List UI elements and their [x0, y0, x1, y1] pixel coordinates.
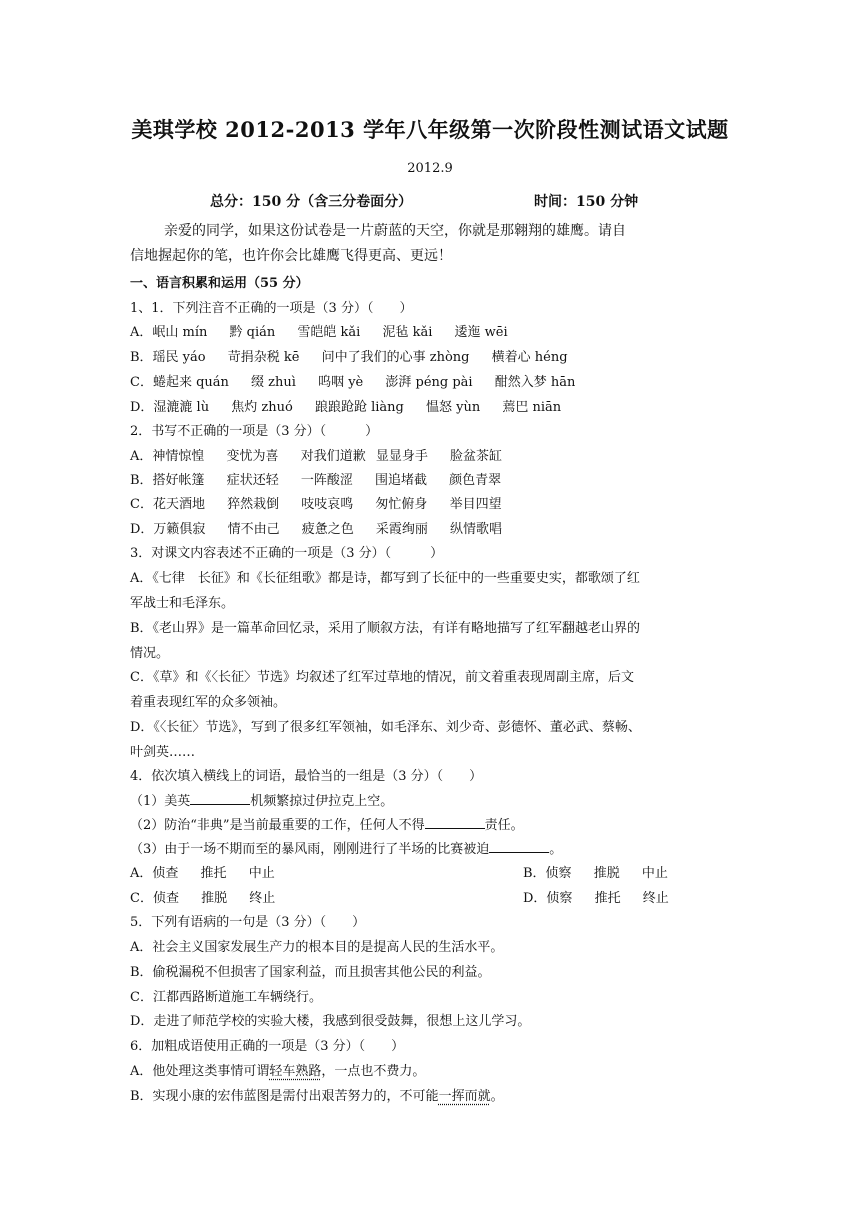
q6-b-post: 。: [490, 1089, 504, 1104]
q1-a-item: 泥毡 kǎi: [382, 325, 433, 340]
q2-c-item: C．花天酒地: [130, 497, 205, 512]
q4-s2-post: 责任。: [484, 818, 524, 833]
q4-a-item: A．侦查: [130, 866, 179, 881]
q1-c-item: C．蜷起来 quán: [130, 375, 229, 390]
intro-line-2: 信地握起你的笔，也许你会比雄鹰飞得更高、更远！: [130, 248, 452, 264]
q2-d-item: 疲惫之色: [301, 522, 354, 537]
q3-stem: 3．对课文内容表述不正确的一项是（3 分）（ ）: [130, 546, 444, 561]
q4-s3-post: 。: [549, 842, 563, 857]
q5-option-c: C．江都西路断道施工车辆绕行。: [130, 990, 322, 1005]
q2-option-c: [130, 493, 502, 512]
q3-option-c-line2: 着重表现红军的众多领袖。: [130, 695, 287, 710]
q2-c-item: 吱吱哀鸣: [301, 497, 354, 512]
q2-stem: 2．书写不正确的一项是（3 分）（ ）: [130, 424, 379, 439]
q4-d-item: 终止: [642, 891, 669, 906]
exam-date: 2012.9: [407, 161, 453, 176]
q1-d-item: 焦灼 zhuó: [231, 400, 293, 415]
q4-b-item: 中止: [641, 866, 668, 881]
q1-a-item: A．岷山 mín: [130, 325, 208, 340]
exam-time: 时间：150 分钟: [534, 194, 639, 210]
q4-d-item: 推托: [594, 891, 621, 906]
q4-sentence-1: [130, 790, 393, 809]
q2-b-item: 围追堵截: [375, 473, 428, 488]
q4-s1-pre: （1）美英: [130, 794, 191, 809]
q1-option-c: [130, 371, 575, 390]
q4-a-item: 中止: [248, 866, 275, 881]
q1-b-item: B．瑶民 yáo: [130, 350, 206, 365]
q2-a-item: 显显身手: [375, 449, 428, 464]
q6-a-idiom: 轻车熟路: [269, 1064, 322, 1079]
intro-line-1: 亲爱的同学，如果这份试卷是一片蔚蓝的天空，你就是那翱翔的雄鹰。请自: [164, 223, 626, 239]
q1-a-item: 雪皑皑 kǎi: [297, 325, 361, 340]
q2-d-item: 纵情歌唱: [450, 522, 503, 537]
q3-option-a-line1: A．《七律 长征》和《长征组歌》都是诗，都写到了长征中的一些重要史实，都歌颂了红: [130, 571, 640, 586]
q1-d-item: 愠怒 yùn: [425, 400, 481, 415]
q5-stem: 5．下列有语病的一句是（3 分）（ ）: [130, 915, 366, 930]
q2-option-a: [130, 445, 502, 464]
q1-c-item: 酣然入梦 hān: [494, 375, 576, 390]
q2-a-item: 变忧为喜: [226, 449, 279, 464]
q4-s1-post: 机频繁掠过伊拉克上空。: [250, 794, 394, 809]
q4-c-item: 推脱: [201, 891, 228, 906]
q1-option-b: [130, 346, 568, 365]
q6-a-post: ，一点也不费力。: [321, 1064, 426, 1079]
q6-stem: 6．加粗成语使用正确的一项是（3 分）（ ）: [130, 1039, 405, 1054]
q2-c-item: 匆忙俯身: [375, 497, 428, 512]
q4-option-a: [130, 862, 275, 881]
q2-d-item: 采霞绚丽: [375, 522, 428, 537]
section-1-title: 一、语言积累和运用（55 分）: [130, 276, 309, 291]
q6-b-idiom: 一挥而就: [438, 1089, 491, 1104]
q4-s2-pre: （2）防治“非典”是当前最重要的工作，任何人不得: [130, 818, 425, 833]
q5-option-d: D．走进了师范学校的实验大楼，我感到很受鼓舞，很想上这儿学习。: [130, 1014, 531, 1029]
q1-a-item: 黔 qián: [229, 325, 276, 340]
total-score: 总分：150 分（含三分卷面分）: [210, 194, 413, 210]
q2-c-item: 猝然栽倒: [227, 497, 280, 512]
q4-d-item: D．侦察: [523, 891, 573, 906]
q4-sentence-2: [130, 814, 524, 833]
q4-option-b: [523, 862, 668, 881]
q2-a-item: 脸盆茶缸: [450, 449, 503, 464]
q2-b-item: 颜色青翠: [449, 473, 502, 488]
q4-option-c: [130, 887, 275, 906]
q4-c-item: 终止: [249, 891, 276, 906]
q1-option-a: [130, 321, 508, 340]
q1-b-item: 问中了我们的心事 zhòng: [321, 350, 470, 365]
q4-b-item: B．侦察: [523, 866, 572, 881]
q3-option-a-line2: 军战士和毛泽东。: [130, 596, 235, 611]
q4-option-d: [523, 887, 669, 906]
q4-sentence-3: [130, 838, 562, 857]
q1-a-item: 逶迤 wēi: [454, 325, 508, 340]
answer-blank: [190, 792, 250, 805]
answer-blank: [489, 840, 549, 853]
q4-c-item: C．侦查: [130, 891, 179, 906]
q4-b-item: 推脱: [593, 866, 620, 881]
q3-option-c-line1: C．《草》和《〈长征〉节选》均叙述了红军过草地的情况，前文着重表现周副主席，后文: [130, 670, 634, 685]
q1-d-item: 踉踉跄跄 liàng: [314, 400, 404, 415]
q1-option-d: [130, 396, 561, 415]
q2-d-item: 情不由己: [227, 522, 280, 537]
q2-a-item: A．神情惊惶: [130, 449, 205, 464]
q1-d-item: D．湿漉漉 lù: [130, 400, 210, 415]
q1-b-item: 横着心 héng: [491, 350, 568, 365]
q6-b-pre: B．实现小康的宏伟蓝图是需付出艰苦努力的，不可能: [130, 1089, 439, 1104]
q2-a-item: 对我们道歉: [300, 449, 366, 464]
q1-c-item: 呜咽 yè: [318, 375, 364, 390]
q1-c-item: 缀 zhuì: [251, 375, 296, 390]
q1-stem: 1、1．下列注音不正确的一项是（3 分）（ ）: [130, 301, 413, 316]
page-title: 美琪学校 2012-2013 学年八年级第一次阶段性测试语文试题: [131, 117, 729, 142]
q4-a-item: 推托: [200, 866, 227, 881]
q6-option-a: [130, 1060, 425, 1079]
q6-option-b: [130, 1085, 504, 1104]
q2-b-item: B．搭好帐篷: [130, 473, 205, 488]
q3-option-d-line2: 叶剑英……: [130, 745, 196, 760]
q1-c-item: 澎湃 péng pài: [385, 375, 473, 390]
q2-option-b: [130, 469, 501, 488]
q2-option-d: [130, 518, 502, 537]
q4-s3-pre: （3）由于一场不期而至的暴风雨，刚刚进行了半场的比赛被迫: [130, 842, 490, 857]
q4-stem: 4．依次填入横线上的词语，最恰当的一组是（3 分）（ ）: [130, 769, 483, 784]
q2-b-item: 症状还轻: [226, 473, 279, 488]
q3-option-b-line2: 情况。: [130, 646, 170, 661]
q2-d-item: D．万籁俱寂: [130, 522, 206, 537]
q1-d-item: 蔫巴 niān: [502, 400, 562, 415]
q3-option-d-line1: D．《〈长征〉节选》，写到了很多红军领袖，如毛泽东、刘少奇、彭德怀、董必武、蔡畅、: [130, 720, 641, 735]
q3-option-b-line1: B．《老山界》是一篇革命回忆录，采用了顺叙方法，有详有略地描写了红军翻越老山界的: [130, 621, 641, 636]
q1-b-item: 苛捐杂税 kē: [227, 350, 300, 365]
q5-option-a: A．社会主义国家发展生产力的根本目的是提高人民的生活水平。: [130, 940, 504, 955]
q2-b-item: 一阵酸涩: [300, 473, 353, 488]
q5-option-b: B．偷税漏税不但损害了国家利益，而且损害其他公民的利益。: [130, 965, 491, 980]
answer-blank: [425, 816, 485, 829]
q6-a-pre: A．他处理这类事情可谓: [130, 1064, 270, 1079]
q2-c-item: 举目四望: [449, 497, 502, 512]
